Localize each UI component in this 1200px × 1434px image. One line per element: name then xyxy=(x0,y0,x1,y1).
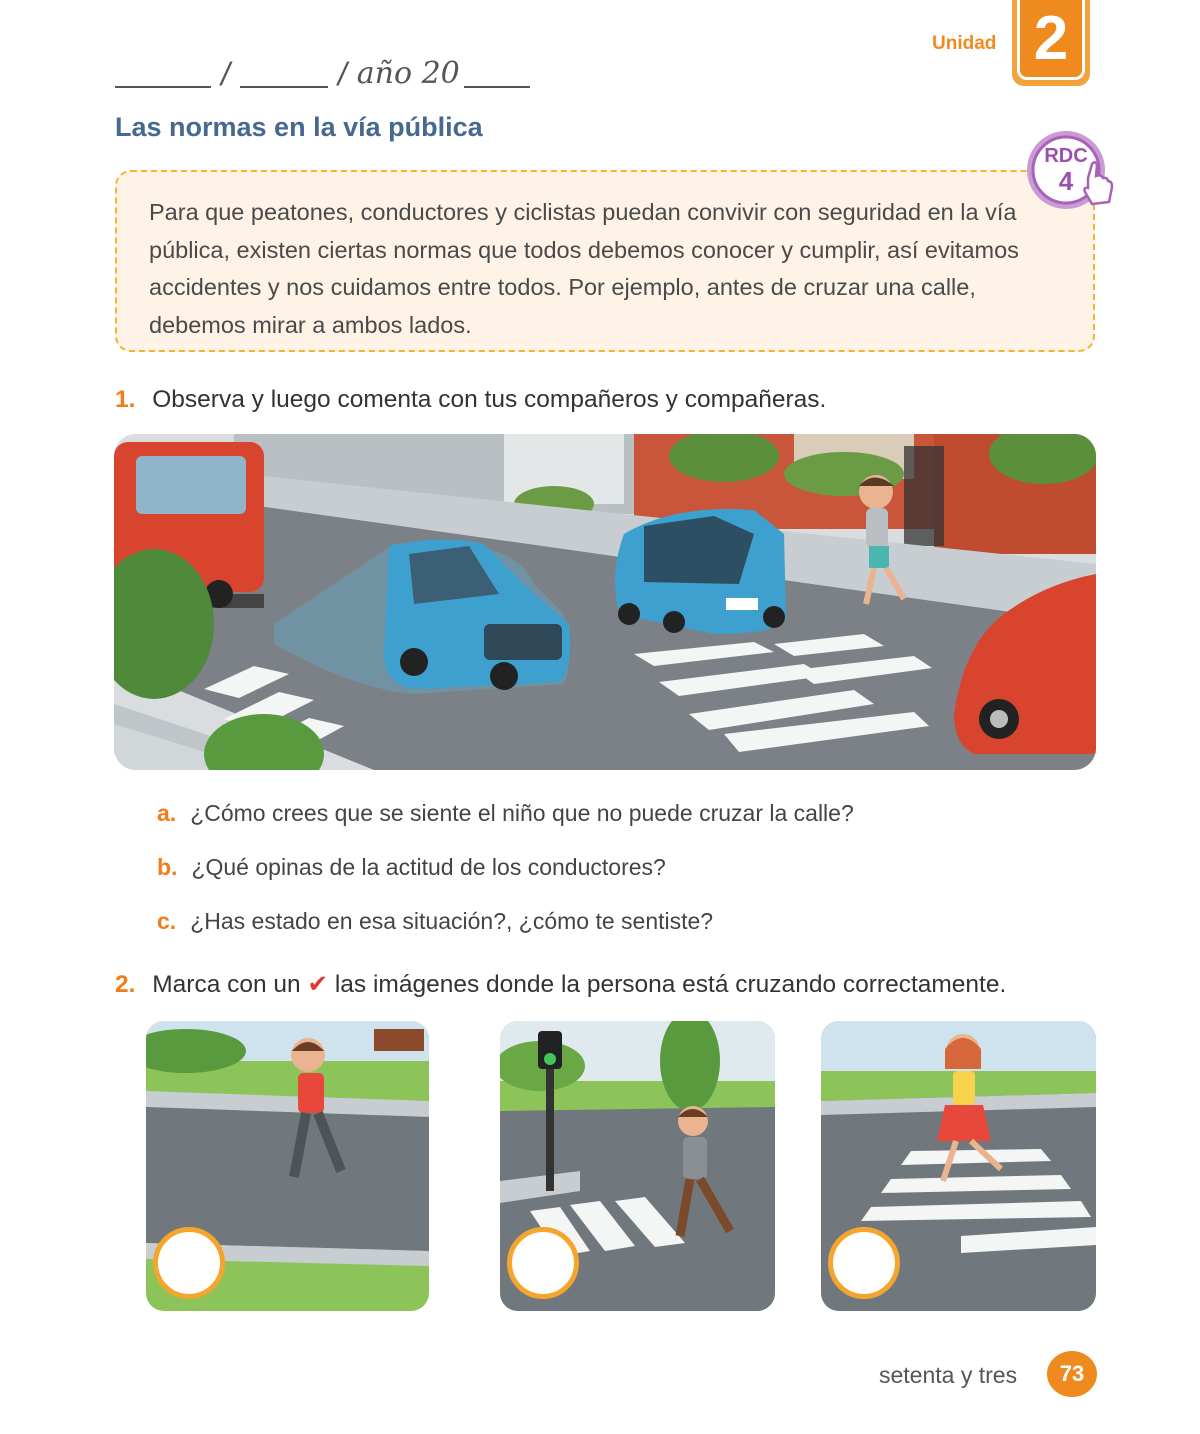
activity-number: 2. xyxy=(115,971,136,998)
question-a xyxy=(157,800,854,827)
page-title: Las normas en la vía pública xyxy=(115,112,483,142)
date-day-blank[interactable] xyxy=(115,58,211,88)
intro-text: Para que peatones, conductores y ciclistas puedan convivir con seguridad en la vía pública, existen ciertas normas que todos debemos conocer y cumplir, así evitamos accidentes y nos cuidamos entre todos. Por ejemplo, antes de cruzar una calle, debemos mirar a ambos lados. xyxy=(149,199,1019,338)
page-number: 73 xyxy=(1047,1351,1097,1397)
street-scene-illustration xyxy=(114,434,1096,770)
date-separator: / xyxy=(337,56,347,92)
date-separator: / xyxy=(221,56,230,92)
crossing-card-3 xyxy=(821,1021,1096,1311)
answer-circle-2[interactable] xyxy=(507,1227,579,1299)
activity-number: 1. xyxy=(115,386,136,413)
rdc-badge[interactable] xyxy=(1022,130,1114,214)
question-text: ¿Cómo crees que se siente el niño que no puede cruzar la calle? xyxy=(190,800,854,826)
info-box xyxy=(115,170,1095,352)
question-letter: a. xyxy=(157,800,177,826)
activity-1-instruction xyxy=(115,386,826,414)
unit-tab xyxy=(1012,0,1090,86)
badge-number: 4 xyxy=(1058,166,1074,196)
crossing-card-1 xyxy=(146,1021,429,1311)
answer-circle-3[interactable] xyxy=(828,1227,900,1299)
question-b xyxy=(157,854,666,881)
answer-circle-1[interactable] xyxy=(153,1227,225,1299)
page-number-words: setenta y tres xyxy=(879,1362,1018,1388)
date-month-blank[interactable] xyxy=(240,58,328,88)
unit-number: 2 xyxy=(1033,4,1069,73)
activity-2-instruction xyxy=(115,969,1006,999)
question-letter: c. xyxy=(157,908,177,934)
date-line xyxy=(115,52,530,92)
question-text: ¿Qué opinas de la actitud de los conductores? xyxy=(191,854,666,880)
activity-text-before: Marca con un xyxy=(152,971,301,998)
date-year-blank[interactable] xyxy=(464,58,530,88)
crossing-card-2 xyxy=(500,1021,775,1311)
activity-text: Observa y luego comenta con tus compañeros y compañeras. xyxy=(152,386,827,413)
unit-label: Unidad xyxy=(932,33,997,54)
question-text: ¿Has estado en esa situación?, ¿cómo te sentiste? xyxy=(190,908,714,934)
activity-text-after: las imágenes donde la persona está cruzando correctamente. xyxy=(334,971,1007,998)
badge-top-text: RDC xyxy=(1044,145,1088,167)
question-c xyxy=(157,908,713,935)
question-letter: b. xyxy=(157,854,178,880)
check-mark-icon: ✔ xyxy=(307,971,329,998)
date-year-prefix: año 20 xyxy=(356,56,460,91)
